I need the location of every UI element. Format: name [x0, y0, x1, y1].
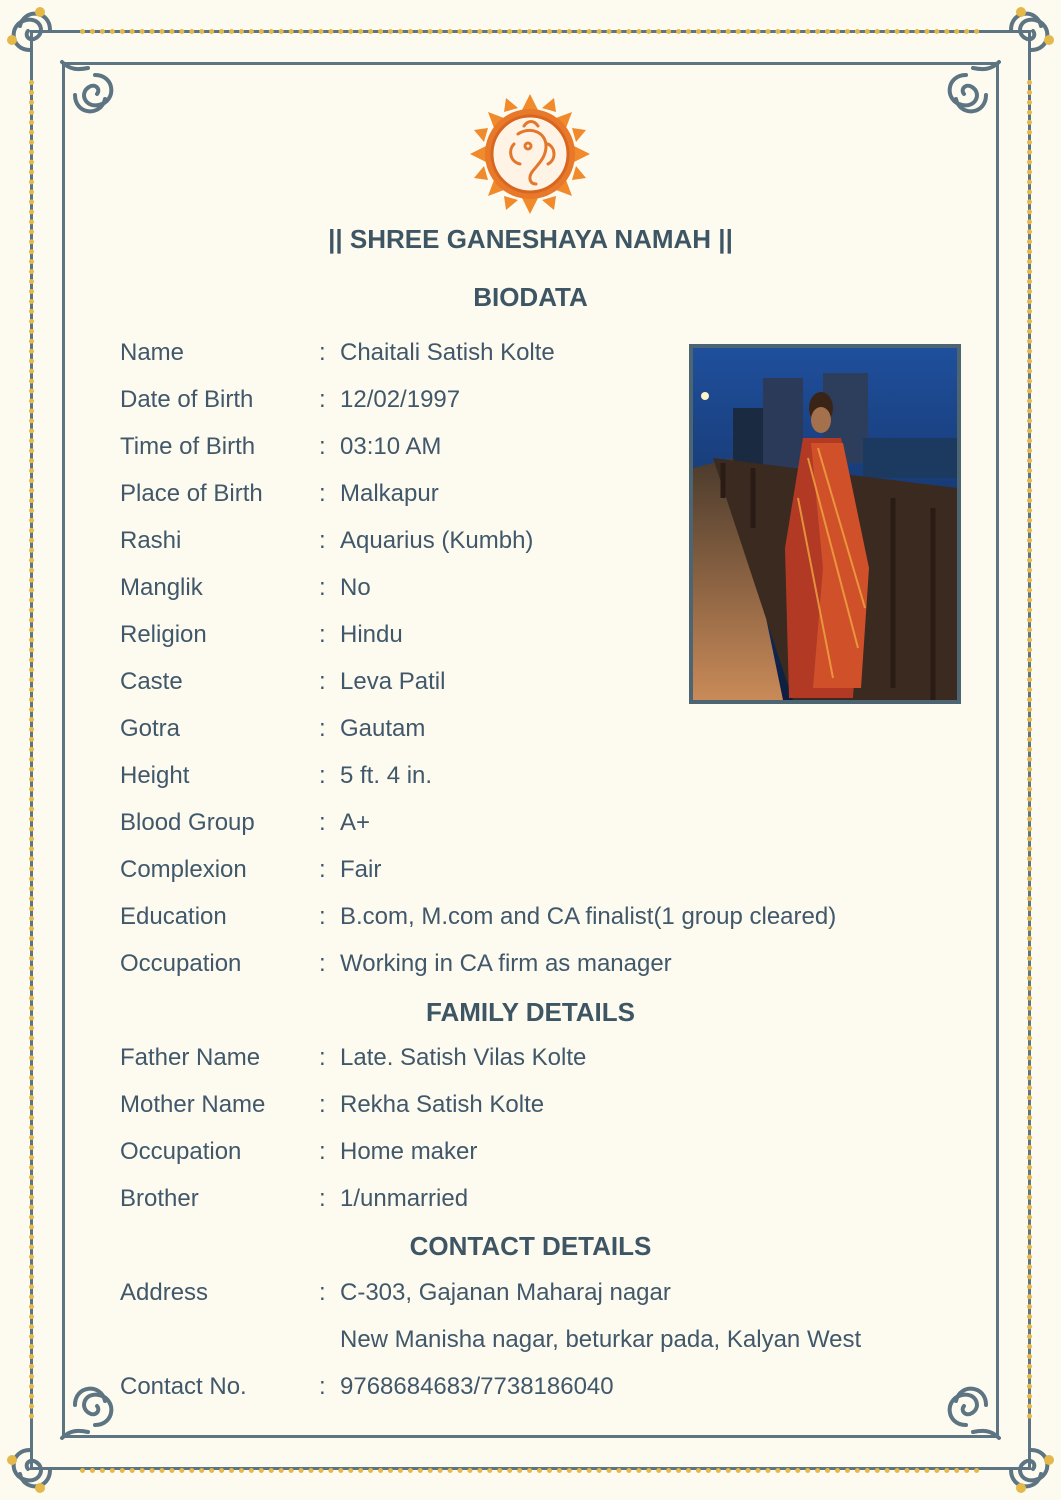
row-colon: :	[319, 339, 326, 366]
row-label: Manglik	[120, 574, 203, 601]
row-colon: :	[319, 1373, 326, 1400]
row-label: Address	[120, 1279, 209, 1306]
family-row-occupation	[120, 1135, 980, 1169]
row-value: Home maker	[340, 1138, 478, 1165]
row-value: Late. Satish Vilas Kolte	[340, 1044, 587, 1071]
profile-photo-image	[693, 348, 957, 700]
ganesha-logo-icon	[468, 92, 592, 216]
row-value: A+	[340, 809, 371, 836]
row-value: Hindu	[340, 621, 403, 648]
row-label: Gotra	[120, 715, 181, 742]
row-colon: :	[319, 527, 326, 554]
row-value: Aquarius (Kumbh)	[340, 527, 534, 554]
row-colon: :	[319, 1185, 326, 1212]
row-label: Education	[120, 903, 227, 930]
row-value: Leva Patil	[340, 668, 446, 695]
row-colon: :	[319, 480, 326, 507]
row-label: Religion	[120, 621, 207, 648]
row-colon: :	[319, 433, 326, 460]
address-line-2: New Manisha nagar, beturkar pada, Kalyan West	[340, 1326, 862, 1353]
row-label: Rashi	[120, 527, 182, 554]
row-colon: :	[319, 1279, 326, 1306]
row-colon: :	[319, 621, 326, 648]
row-value: Chaitali Satish Kolte	[340, 339, 555, 366]
row-colon: :	[319, 715, 326, 742]
family-row-father-name	[120, 1041, 980, 1075]
row-label: Father Name	[120, 1044, 261, 1071]
detail-row-education	[120, 900, 980, 934]
row-label: Time of Birth	[120, 433, 256, 460]
row-colon: :	[319, 1044, 326, 1071]
row-label: Occupation	[120, 950, 242, 977]
row-value: No	[340, 574, 371, 601]
row-colon: :	[319, 809, 326, 836]
address-line-1: C-303, Gajanan Maharaj nagar	[340, 1279, 671, 1306]
row-colon: :	[319, 1091, 326, 1118]
corner-ornament-icon	[0, 0, 130, 130]
corner-ornament-icon	[0, 1370, 130, 1500]
row-label: Name	[120, 339, 185, 366]
detail-row-complexion	[120, 853, 980, 887]
detail-row-occupation	[120, 947, 980, 981]
row-value: Working in CA firm as manager	[340, 950, 672, 977]
row-colon: :	[319, 762, 326, 789]
row-label: Occupation	[120, 1138, 242, 1165]
row-label: Blood Group	[120, 809, 255, 836]
row-label: Brother	[120, 1185, 199, 1212]
row-colon: :	[319, 668, 326, 695]
row-label: Height	[120, 762, 190, 789]
row-value: 5 ft. 4 in.	[340, 762, 433, 789]
contact-row-phone	[120, 1370, 980, 1404]
row-colon: :	[319, 386, 326, 413]
row-colon: :	[319, 950, 326, 977]
profile-photo	[689, 344, 961, 704]
row-label: Place of Birth	[120, 480, 263, 507]
row-value: 1/unmarried	[340, 1185, 469, 1212]
contact-details-heading: CONTACT DETAILS	[409, 1231, 652, 1261]
detail-row-height	[120, 759, 980, 793]
row-colon: :	[319, 856, 326, 883]
detail-row-gotra	[120, 712, 980, 746]
contact-row-address	[120, 1276, 980, 1310]
invocation-heading: || SHREE GANESHAYA NAMAH ||	[328, 224, 733, 254]
row-colon: :	[319, 903, 326, 930]
row-label: Contact No.	[120, 1373, 247, 1400]
bottom-dotted-border	[80, 1468, 980, 1473]
row-value: 03:10 AM	[340, 433, 442, 460]
row-label: Caste	[120, 668, 183, 695]
detail-row-blood-group	[120, 806, 980, 840]
right-dotted-border	[1027, 80, 1032, 1420]
family-details-heading: FAMILY DETAILS	[426, 997, 635, 1027]
family-row-brother	[120, 1182, 980, 1216]
row-colon: :	[319, 1138, 326, 1165]
row-value: Fair	[340, 856, 382, 883]
row-value: 9768684683/7738186040	[340, 1373, 614, 1400]
corner-ornament-icon	[931, 0, 1061, 130]
row-value: B.com, M.com and CA finalist(1 group cleared)	[340, 903, 837, 930]
biodata-title: BIODATA	[473, 282, 588, 312]
family-row-mother-name	[120, 1088, 980, 1122]
top-dotted-border	[80, 29, 980, 34]
row-label: Complexion	[120, 856, 247, 883]
left-dotted-border	[29, 80, 34, 1420]
row-label: Date of Birth	[120, 386, 254, 413]
row-colon: :	[319, 574, 326, 601]
contact-row-address-continued	[120, 1323, 980, 1357]
row-value: 12/02/1997	[340, 386, 461, 413]
row-value: Rekha Satish Kolte	[340, 1091, 545, 1118]
row-value: Gautam	[340, 715, 426, 742]
row-label: Mother Name	[120, 1091, 266, 1118]
row-value: Malkapur	[340, 480, 439, 507]
